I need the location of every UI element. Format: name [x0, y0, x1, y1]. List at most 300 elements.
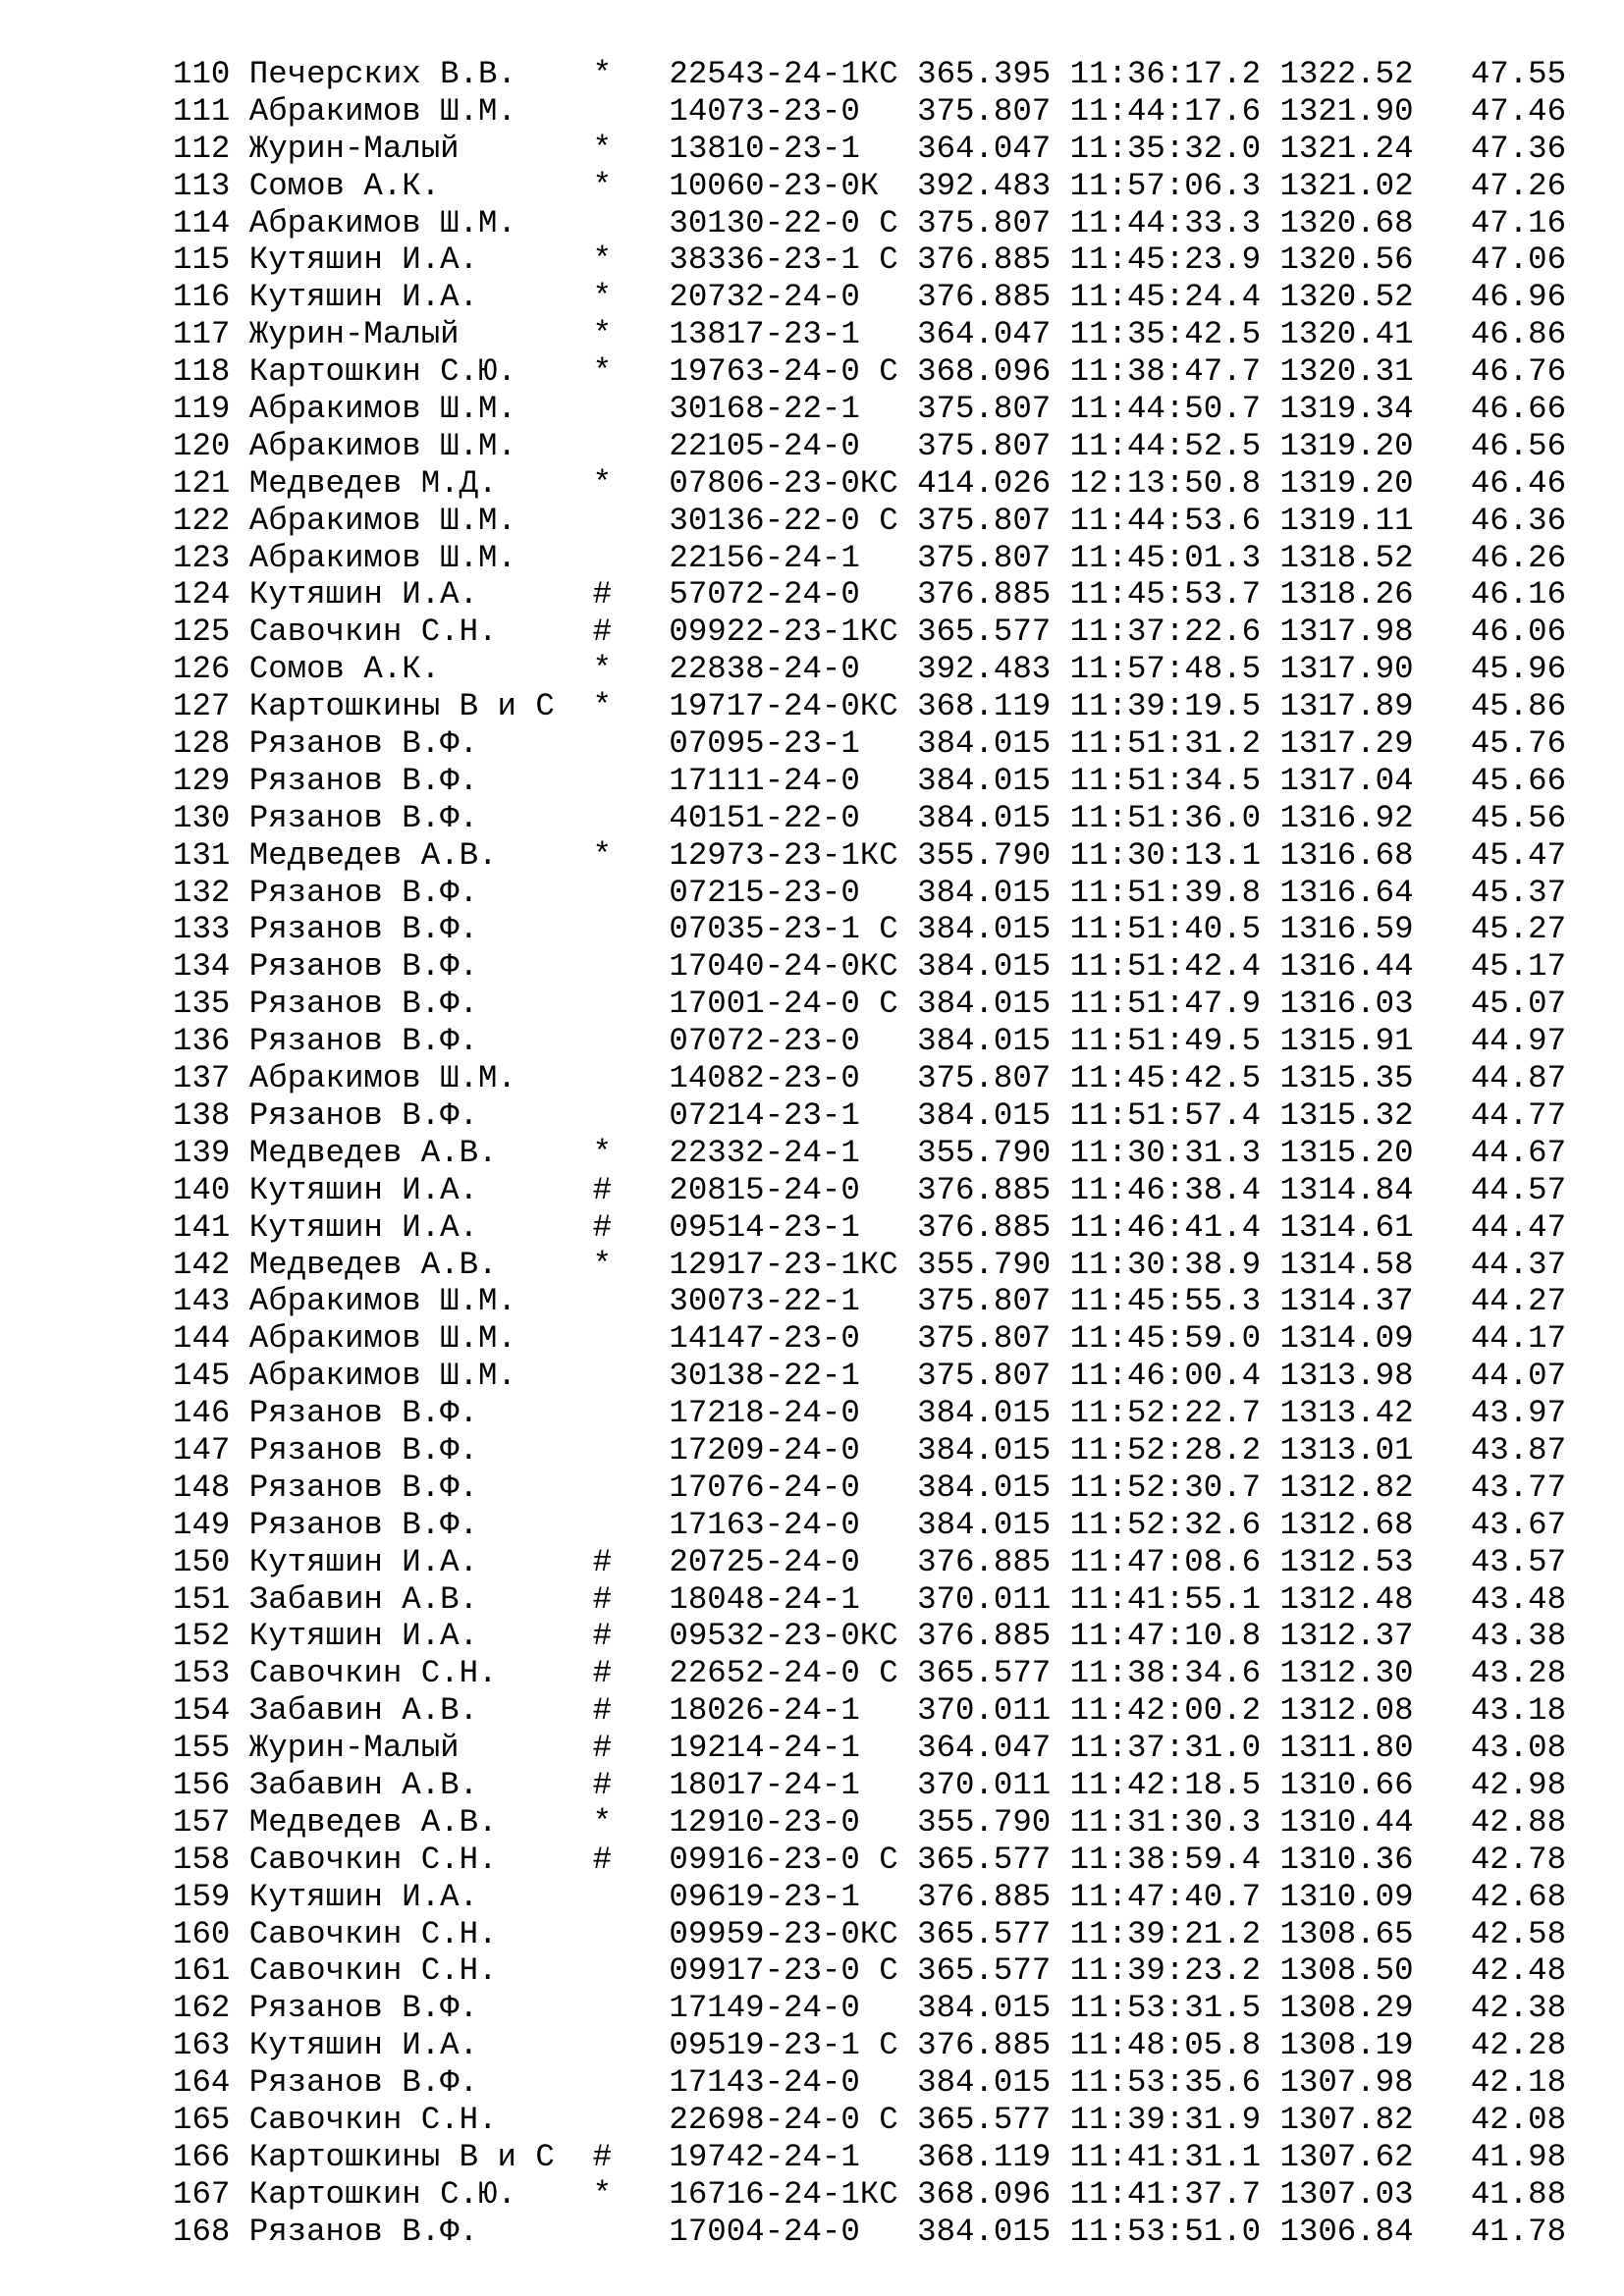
mark: # [592, 576, 670, 614]
fancier-name: Рязанов В.Ф. [248, 725, 593, 763]
distance: 375.807 [917, 427, 1070, 464]
points: 45.07 [1470, 986, 1567, 1023]
points: 47.06 [1470, 241, 1567, 279]
rank: 135 [173, 986, 249, 1023]
mark: # [592, 1618, 670, 1655]
fancier-name: Абракимов Ш.М. [248, 1358, 593, 1395]
table-row [173, 911, 1624, 948]
distance: 384.015 [917, 1468, 1070, 1506]
arrival-time: 11:38:47.7 [1069, 353, 1280, 391]
points: 41.98 [1470, 2138, 1567, 2175]
arrival-time: 11:42:00.2 [1069, 1692, 1280, 1730]
ring-number: 09917-23-0 С [669, 1952, 918, 1990]
mark [593, 1023, 670, 1059]
speed: 1313.01 [1279, 1431, 1471, 1468]
mark [593, 1358, 670, 1394]
rank: 136 [173, 1023, 249, 1060]
rank: 152 [173, 1618, 249, 1655]
fancier-name: Кутяшин И.А. [248, 241, 593, 279]
points: 46.36 [1470, 502, 1567, 539]
fancier-name: Картошкины В и С [248, 688, 593, 725]
table-row [173, 1804, 1624, 1842]
rank: 132 [173, 874, 249, 911]
distance: 376.885 [917, 1618, 1070, 1655]
rank: 151 [173, 1580, 249, 1618]
fancier-name: Рязанов В.Ф. [248, 762, 593, 799]
mark: * [592, 464, 670, 502]
table-row [173, 1916, 1624, 1953]
distance: 370.011 [917, 1580, 1070, 1618]
arrival-time: 11:39:23.2 [1069, 1952, 1280, 1990]
points: 42.08 [1470, 2101, 1567, 2138]
rank: 118 [173, 353, 249, 391]
distance: 384.015 [917, 1023, 1070, 1060]
mark: # [592, 1766, 670, 1803]
speed: 1310.44 [1279, 1803, 1471, 1841]
table-row [173, 1879, 1624, 1916]
arrival-time: 11:41:55.1 [1069, 1580, 1280, 1618]
speed: 1320.52 [1279, 279, 1471, 316]
points: 46.66 [1470, 391, 1567, 428]
distance: 392.483 [917, 651, 1070, 688]
ring-number: 40151-22-0 [669, 799, 918, 836]
mark [593, 93, 670, 130]
mark [593, 2102, 670, 2138]
rank: 157 [173, 1803, 249, 1841]
rank: 111 [173, 92, 249, 130]
ring-number: 13817-23-1 [669, 316, 918, 353]
ring-number: 18026-24-1 [669, 1692, 918, 1730]
fancier-name: Кутяшин И.А. [248, 576, 593, 614]
fancier-name: Рязанов В.Ф. [248, 1431, 593, 1468]
arrival-time: 11:37:31.0 [1069, 1730, 1280, 1767]
points: 47.26 [1470, 167, 1567, 204]
points: 43.97 [1470, 1395, 1567, 1432]
results-table [173, 56, 1624, 2251]
mark: * [592, 316, 670, 353]
points: 46.06 [1470, 614, 1567, 651]
ring-number: 30168-22-1 [669, 391, 918, 428]
arrival-time: 11:53:31.5 [1069, 1990, 1280, 2027]
speed: 1320.56 [1279, 241, 1471, 279]
mark [593, 2027, 670, 2063]
mark [593, 800, 670, 836]
fancier-name: Савочкин С.Н. [248, 1952, 593, 1990]
rank: 117 [173, 316, 249, 353]
ring-number: 30138-22-1 [669, 1358, 918, 1395]
points: 47.46 [1470, 92, 1567, 130]
ring-number: 22156-24-1 [669, 539, 918, 576]
table-row [173, 1618, 1624, 1655]
arrival-time: 11:38:59.4 [1069, 1841, 1280, 1878]
points: 45.96 [1470, 651, 1567, 688]
speed: 1320.68 [1279, 204, 1471, 241]
fancier-name: Забавин А.В. [248, 1692, 593, 1730]
fancier-name: Рязанов В.Ф. [248, 1468, 593, 1506]
distance: 384.015 [917, 1506, 1070, 1543]
mark [593, 1283, 670, 1319]
arrival-time: 11:36:17.2 [1069, 56, 1280, 92]
table-row [173, 1395, 1624, 1432]
fancier-name: Кутяшин И.А. [248, 1618, 593, 1655]
rank: 123 [173, 539, 249, 576]
rank: 128 [173, 725, 249, 763]
table-row [173, 1172, 1624, 1209]
distance: 384.015 [917, 2064, 1070, 2102]
distance: 375.807 [917, 1060, 1070, 1097]
speed: 1321.02 [1279, 167, 1471, 204]
fancier-name: Савочкин С.Н. [248, 1841, 593, 1878]
rank: 163 [173, 2027, 249, 2064]
table-row [173, 1730, 1624, 1767]
fancier-name: Рязанов В.Ф. [248, 986, 593, 1023]
points: 44.47 [1470, 1208, 1567, 1246]
distance: 375.807 [917, 539, 1070, 576]
arrival-time: 11:41:31.1 [1069, 2138, 1280, 2175]
mark [593, 763, 670, 799]
rank: 116 [173, 279, 249, 316]
points: 43.38 [1470, 1618, 1567, 1655]
mark: # [592, 1208, 670, 1246]
arrival-time: 11:52:28.2 [1069, 1431, 1280, 1468]
points: 46.76 [1470, 353, 1567, 391]
table-row [173, 763, 1624, 800]
arrival-time: 11:51:39.8 [1069, 874, 1280, 911]
fancier-name: Рязанов В.Ф. [248, 799, 593, 836]
points: 43.48 [1470, 1580, 1567, 1618]
points: 43.28 [1470, 1655, 1567, 1692]
fancier-name: Рязанов В.Ф. [248, 948, 593, 986]
distance: 392.483 [917, 167, 1070, 204]
mark: * [592, 1246, 670, 1283]
points: 45.66 [1470, 762, 1567, 799]
rank: 119 [173, 391, 249, 428]
mark: # [592, 2138, 670, 2175]
table-row [173, 428, 1624, 465]
points: 45.76 [1470, 725, 1567, 763]
speed: 1308.65 [1279, 1915, 1471, 1952]
ring-number: 22105-24-0 [669, 427, 918, 464]
ring-number: 17040-24-0КС [669, 948, 918, 986]
distance: 376.885 [917, 1171, 1070, 1208]
points: 46.16 [1470, 576, 1567, 614]
arrival-time: 11:44:17.6 [1069, 92, 1280, 130]
speed: 1312.08 [1279, 1692, 1471, 1730]
arrival-time: 11:46:38.4 [1069, 1171, 1280, 1208]
points: 44.77 [1470, 1096, 1567, 1134]
arrival-time: 11:45:55.3 [1069, 1283, 1280, 1320]
fancier-name: Журин-Малый [248, 316, 593, 353]
fancier-name: Савочкин С.Н. [248, 614, 593, 651]
ring-number: 17149-24-0 [669, 1990, 918, 2027]
table-row [173, 1023, 1624, 1060]
fancier-name: Медведев А.В. [248, 1134, 593, 1171]
speed: 1319.20 [1279, 464, 1471, 502]
speed: 1315.20 [1279, 1134, 1471, 1171]
mark: * [592, 836, 670, 874]
mark [593, 1916, 670, 1952]
ring-number: 19214-24-1 [669, 1730, 918, 1767]
speed: 1317.90 [1279, 651, 1471, 688]
fancier-name: Абракимов Ш.М. [248, 539, 593, 576]
points: 41.78 [1470, 2213, 1567, 2250]
distance: 365.577 [917, 1915, 1070, 1952]
arrival-time: 11:47:08.6 [1069, 1543, 1280, 1580]
points: 42.88 [1470, 1803, 1567, 1841]
arrival-time: 11:53:35.6 [1069, 2064, 1280, 2102]
ring-number: 17076-24-0 [669, 1468, 918, 1506]
ring-number: 17209-24-0 [669, 1431, 918, 1468]
distance: 365.395 [917, 56, 1070, 92]
mark: * [592, 167, 670, 204]
fancier-name: Рязанов В.Ф. [248, 1023, 593, 1060]
points: 46.96 [1470, 279, 1567, 316]
distance: 384.015 [917, 1096, 1070, 1134]
ring-number: 13810-23-1 [669, 130, 918, 167]
ring-number: 18048-24-1 [669, 1580, 918, 1618]
points: 44.07 [1470, 1358, 1567, 1395]
rank: 168 [173, 2213, 249, 2250]
rank: 146 [173, 1395, 249, 1432]
table-row [173, 2064, 1624, 2102]
distance: 384.015 [917, 948, 1070, 986]
distance: 365.577 [917, 1841, 1070, 1878]
ring-number: 09532-23-0КС [669, 1618, 918, 1655]
distance: 384.015 [917, 986, 1070, 1023]
fancier-name: Рязанов В.Ф. [248, 1395, 593, 1432]
table-row [173, 651, 1624, 688]
points: 44.57 [1470, 1171, 1567, 1208]
distance: 368.119 [917, 2138, 1070, 2175]
arrival-time: 11:45:59.0 [1069, 1320, 1280, 1358]
distance: 384.015 [917, 874, 1070, 911]
ring-number: 14082-23-0 [669, 1060, 918, 1097]
speed: 1319.11 [1279, 502, 1471, 539]
points: 42.38 [1470, 1990, 1567, 2027]
arrival-time: 11:46:00.4 [1069, 1358, 1280, 1395]
mark [593, 428, 670, 464]
points: 45.86 [1470, 688, 1567, 725]
arrival-time: 11:51:31.2 [1069, 725, 1280, 763]
speed: 1307.98 [1279, 2064, 1471, 2102]
points: 45.56 [1470, 799, 1567, 836]
speed: 1319.20 [1279, 427, 1471, 464]
distance: 355.790 [917, 836, 1070, 874]
speed: 1308.50 [1279, 1952, 1471, 1990]
points: 46.26 [1470, 539, 1567, 576]
table-row [173, 503, 1624, 540]
fancier-name: Кутяшин И.А. [248, 1171, 593, 1208]
speed: 1314.84 [1279, 1171, 1471, 1208]
arrival-time: 11:37:22.6 [1069, 614, 1280, 651]
fancier-name: Сомов А.К. [248, 167, 593, 204]
arrival-time: 11:46:41.4 [1069, 1208, 1280, 1246]
arrival-time: 11:51:36.0 [1069, 799, 1280, 836]
fancier-name: Абракимов Ш.М. [248, 502, 593, 539]
speed: 1311.80 [1279, 1730, 1471, 1767]
distance: 364.047 [917, 1730, 1070, 1767]
fancier-name: Абракимов Ш.М. [248, 1320, 593, 1358]
fancier-name: Рязанов В.Ф. [248, 1506, 593, 1543]
mark [593, 205, 670, 241]
table-row [173, 2214, 1624, 2251]
table-row [173, 688, 1624, 725]
speed: 1312.82 [1279, 1468, 1471, 1506]
rank: 158 [173, 1841, 249, 1878]
rank: 165 [173, 2101, 249, 2138]
mark [593, 1952, 670, 1989]
arrival-time: 11:45:24.4 [1069, 279, 1280, 316]
distance: 368.096 [917, 2175, 1070, 2213]
ring-number: 14147-23-0 [669, 1320, 918, 1358]
points: 43.67 [1470, 1506, 1567, 1543]
table-row [173, 353, 1624, 391]
speed: 1310.66 [1279, 1766, 1471, 1803]
fancier-name: Медведев М.Д. [248, 464, 593, 502]
table-row [173, 1507, 1624, 1544]
rank: 140 [173, 1171, 249, 1208]
rank: 167 [173, 2175, 249, 2213]
distance: 375.807 [917, 1320, 1070, 1358]
rank: 164 [173, 2064, 249, 2102]
distance: 375.807 [917, 204, 1070, 241]
fancier-name: Рязанов В.Ф. [248, 2213, 593, 2250]
mark: # [592, 1841, 670, 1878]
table-row [173, 614, 1624, 651]
distance: 384.015 [917, 2213, 1070, 2250]
points: 46.56 [1470, 427, 1567, 464]
mark [593, 540, 670, 576]
rank: 115 [173, 241, 249, 279]
ring-number: 19717-24-0КС [669, 688, 918, 725]
ring-number: 07215-23-0 [669, 874, 918, 911]
speed: 1312.30 [1279, 1655, 1471, 1692]
distance: 384.015 [917, 1395, 1070, 1432]
ring-number: 16716-24-1КС [669, 2175, 918, 2213]
speed: 1315.35 [1279, 1060, 1471, 1097]
ring-number: 18017-24-1 [669, 1766, 918, 1803]
speed: 1317.89 [1279, 688, 1471, 725]
points: 44.97 [1470, 1023, 1567, 1060]
arrival-time: 11:39:21.2 [1069, 1915, 1280, 1952]
ring-number: 12917-23-1КС [669, 1246, 918, 1283]
points: 45.17 [1470, 948, 1567, 986]
fancier-name: Забавин А.В. [248, 1580, 593, 1618]
table-row [173, 391, 1624, 428]
fancier-name: Абракимов Ш.М. [248, 427, 593, 464]
speed: 1313.42 [1279, 1395, 1471, 1432]
rank: 139 [173, 1134, 249, 1171]
table-row [173, 875, 1624, 912]
fancier-name: Картошкин С.Ю. [248, 2175, 593, 2213]
mark [593, 911, 670, 947]
speed: 1306.84 [1279, 2213, 1471, 2250]
ring-number: 07095-23-1 [669, 725, 918, 763]
distance: 368.119 [917, 688, 1070, 725]
fancier-name: Печерских В.В. [248, 56, 593, 92]
points: 44.67 [1470, 1134, 1567, 1171]
speed: 1308.19 [1279, 2027, 1471, 2064]
rank: 122 [173, 502, 249, 539]
table-row [173, 1060, 1624, 1097]
rank: 127 [173, 688, 249, 725]
distance: 376.885 [917, 241, 1070, 279]
ring-number: 07806-23-0КС [669, 464, 918, 502]
arrival-time: 11:51:49.5 [1069, 1023, 1280, 1060]
table-row [173, 986, 1624, 1023]
arrival-time: 11:51:42.4 [1069, 948, 1280, 986]
arrival-time: 11:45:53.7 [1069, 576, 1280, 614]
mark: * [592, 130, 670, 167]
rank: 137 [173, 1060, 249, 1097]
fancier-name: Рязанов В.Ф. [248, 2064, 593, 2102]
fancier-name: Савочкин С.Н. [248, 1655, 593, 1692]
distance: 384.015 [917, 762, 1070, 799]
mark: * [592, 688, 670, 725]
table-row [173, 1692, 1624, 1730]
points: 45.47 [1470, 836, 1567, 874]
distance: 384.015 [917, 799, 1070, 836]
arrival-time: 11:51:57.4 [1069, 1096, 1280, 1134]
distance: 376.885 [917, 1878, 1070, 1915]
rank: 124 [173, 576, 249, 614]
table-row [173, 1544, 1624, 1581]
mark: * [592, 353, 670, 391]
arrival-time: 11:52:22.7 [1069, 1395, 1280, 1432]
arrival-time: 11:42:18.5 [1069, 1766, 1280, 1803]
table-row [173, 2139, 1624, 2176]
speed: 1312.37 [1279, 1618, 1471, 1655]
points: 44.87 [1470, 1060, 1567, 1097]
table-row [173, 1097, 1624, 1135]
distance: 376.885 [917, 2027, 1070, 2064]
fancier-name: Сомов А.К. [248, 651, 593, 688]
arrival-time: 11:51:40.5 [1069, 911, 1280, 948]
points: 43.08 [1470, 1730, 1567, 1767]
points: 41.88 [1470, 2175, 1567, 2213]
fancier-name: Картошкин С.Ю. [248, 353, 593, 391]
rank: 131 [173, 836, 249, 874]
fancier-name: Медведев А.В. [248, 1246, 593, 1283]
points: 45.27 [1470, 911, 1567, 948]
speed: 1317.29 [1279, 725, 1471, 763]
speed: 1316.03 [1279, 986, 1471, 1023]
arrival-time: 11:45:23.9 [1069, 241, 1280, 279]
mark [593, 948, 670, 985]
ring-number: 09619-23-1 [669, 1878, 918, 1915]
points: 47.55 [1470, 56, 1567, 92]
mark: # [592, 1543, 670, 1580]
table-row [173, 1952, 1624, 1990]
points: 46.86 [1470, 316, 1567, 353]
mark: * [592, 56, 670, 92]
rank: 160 [173, 1915, 249, 1952]
ring-number: 07214-23-1 [669, 1096, 918, 1134]
mark: # [592, 614, 670, 651]
ring-number: 22652-24-0 С [669, 1655, 918, 1692]
speed: 1316.59 [1279, 911, 1471, 948]
mark [593, 1432, 670, 1468]
distance: 384.015 [917, 911, 1070, 948]
ring-number: 09959-23-0КС [669, 1915, 918, 1952]
mark: # [592, 1692, 670, 1730]
rank: 113 [173, 167, 249, 204]
rank: 161 [173, 1952, 249, 1990]
table-row [173, 1767, 1624, 1804]
speed: 1317.04 [1279, 762, 1471, 799]
arrival-time: 11:44:52.5 [1069, 427, 1280, 464]
mark: # [592, 1580, 670, 1618]
